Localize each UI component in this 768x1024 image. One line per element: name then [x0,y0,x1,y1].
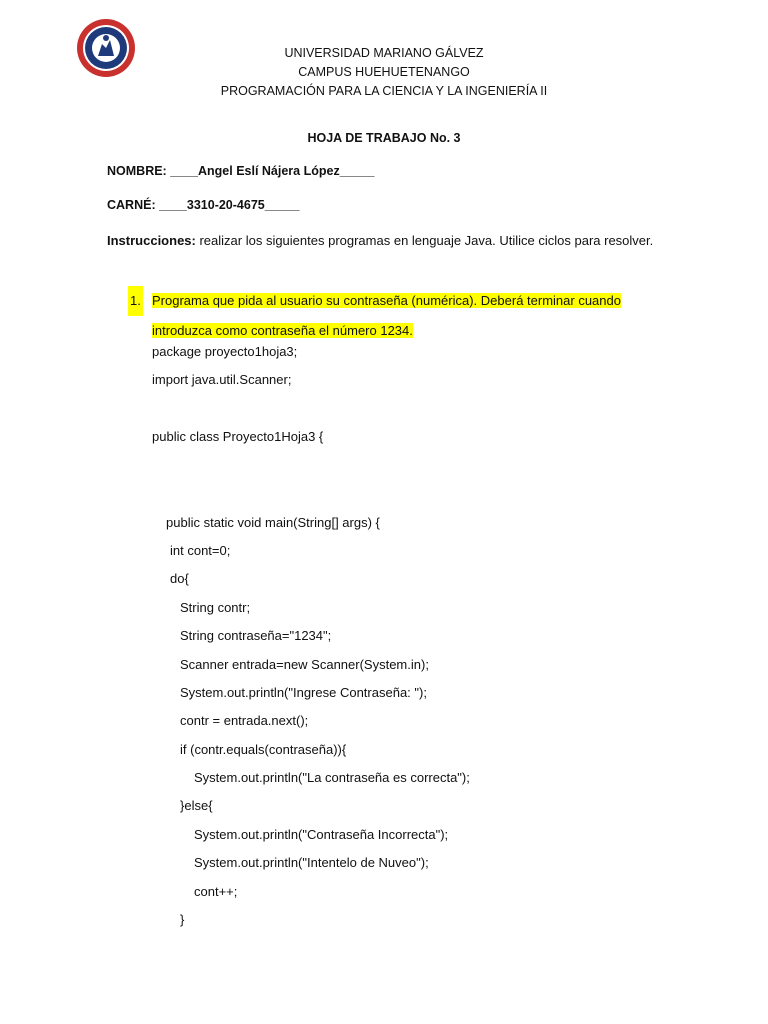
code-line: System.out.println("Intentelo de Nuveo"); [194,855,429,870]
code-line: } [180,912,185,927]
instructions-paragraph [107,230,661,252]
code-line: System.out.println("La contraseña es correcta"); [194,770,470,785]
student-carne-line: CARNÉ: ____3310-20-4675_____ [107,198,300,212]
code-line: System.out.println("Contraseña Incorrecta"); [194,827,449,842]
code-line: System.out.println("Ingrese Contraseña: "); [180,685,427,700]
code-line: }else{ [180,798,213,813]
code-line: public class Proyecto1Hoja3 { [152,429,324,444]
university-name: UNIVERSIDAD MARIANO GÁLVEZ [284,46,484,60]
student-name-line: NOMBRE: ____Angel Eslí Nájera López_____ [107,164,375,178]
instructions-label: Instrucciones: [107,233,196,248]
question-1-text [152,286,662,346]
code-line: String contraseña="1234"; [180,628,332,643]
code-line: contr = entrada.next(); [180,713,309,728]
code-line: if (contr.equals(contraseña)){ [180,742,347,757]
code-line: public static void main(String[] args) { [166,515,380,530]
campus-name: CAMPUS HUEHUETENANGO [298,65,470,79]
code-line: import java.util.Scanner; [152,372,292,387]
instructions-text: realizar los siguientes programas en lenguaje Java. Utilice ciclos para resolver. [195,233,654,248]
code-line: cont++; [194,884,238,899]
question-1-line-2: introduzca como contraseña el número 1234. [152,323,413,338]
code-line: package proyecto1hoja3; [152,344,298,359]
worksheet-title: HOJA DE TRABAJO No. 3 [307,131,461,145]
code-line: do{ [170,571,189,586]
code-line: Scanner entrada=new Scanner(System.in); [180,657,429,672]
header-block [0,44,768,101]
code-line: String contr; [180,600,251,615]
course-name: PROGRAMACIÓN PARA LA CIENCIA Y LA INGENIERÍA II [220,84,548,98]
code-line: int cont=0; [170,543,231,558]
question-1-number: 1. [128,286,143,316]
question-1-line-1: Programa que pida al usuario su contraseña (numérica). Deberá terminar cuando [152,293,621,308]
